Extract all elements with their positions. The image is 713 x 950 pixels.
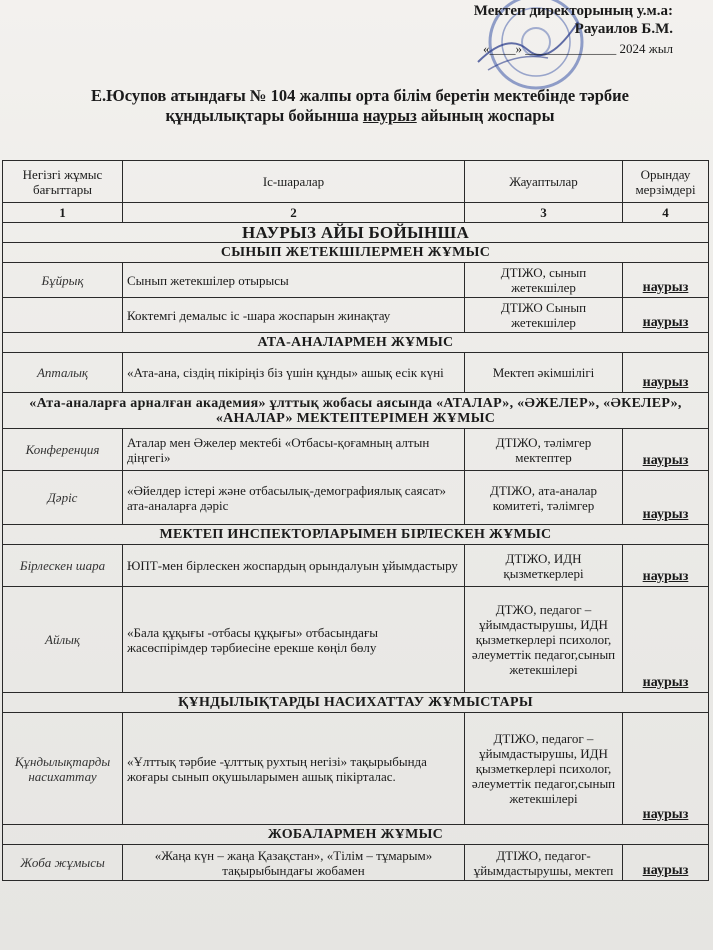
event-cell: «Әйелдер істері және отбасылық-демографиялық саясат» ата-аналарға дәріс (123, 471, 465, 525)
title-line-2-end: айының жоспары (416, 106, 555, 125)
section-heading: СЫНЫП ЖЕТЕКШІЛЕРМЕН ЖҰМЫС (3, 243, 709, 263)
event-cell: «Жаңа күн – жаңа Қазақстан», «Тілім – тұмарым» тақырыбындағы жобамен (123, 845, 465, 881)
section-heading-row (3, 525, 709, 545)
approval-date-line: «____» ______________ 2024 жыл (483, 41, 673, 56)
direction-cell: Құндылықтарды насихаттау (3, 713, 123, 825)
direction-cell: Бұйрық (3, 263, 123, 298)
deadline-cell: наурыз (623, 471, 709, 525)
responsible-cell: ДТІЖО, педагог-ұйымдастырушы, мектеп (465, 845, 623, 881)
responsible-cell: ДТІЖО, ИДН қызметкерлері (465, 545, 623, 587)
section-heading-row (3, 393, 709, 429)
event-cell: «Бала құқығы -отбасы құқығы» отбасындағы жасөспірімдер тәрбиесіне ерекше көңіл бөлу (123, 587, 465, 693)
header-row (3, 161, 709, 203)
header-deadline: Орындау мерзімдері (623, 161, 709, 203)
section-heading: ЖОБАЛАРМЕН ЖҰМЫС (3, 825, 709, 845)
approval-name: Рауаилов Б.М. (574, 21, 673, 37)
deadline-cell: наурыз (623, 587, 709, 693)
table-row (3, 429, 709, 471)
event-cell: «Ұлттық тәрбие -ұлттық рухтың негізі» тақырыбында жоғары сынып оқушыларымен ашық пікірталас. (123, 713, 465, 825)
table-row (3, 353, 709, 393)
table-row (3, 298, 709, 333)
section-heading: «Ата-аналарға арналған академия» ұлттық жобасы аясында «АТАЛАР», «ӘЖЕЛЕР», «ӘКЕЛЕР», «АНАЛАР» МЕКТЕПТЕРІМЕН ЖҰМЫС (3, 393, 709, 429)
column-number: 4 (623, 203, 709, 223)
deadline-cell: наурыз (623, 845, 709, 881)
direction-cell: Конференция (3, 429, 123, 471)
direction-cell: Апталық (3, 353, 123, 393)
event-cell: Сынып жетекшілер отырысы (123, 263, 465, 298)
direction-cell (3, 298, 123, 333)
title-month: наурыз (362, 106, 417, 125)
responsible-cell: Мектеп әкімшілігі (465, 353, 623, 393)
event-cell: Коктемгі демалыс іс -шара жоспарын жинақтау (123, 298, 465, 333)
table-row (3, 263, 709, 298)
approval-position: Мектеп директорының у.м.а: (473, 3, 673, 19)
section-heading-row (3, 825, 709, 845)
deadline-cell: наурыз (623, 713, 709, 825)
section-heading: АТА-АНАЛАРМЕН ЖҰМЫС (3, 333, 709, 353)
direction-cell: Дәріс (3, 471, 123, 525)
event-cell: ЮПТ-мен бірлескен жоспардың орындалуын ұйымдастыру (123, 545, 465, 587)
column-number-row (3, 203, 709, 223)
direction-cell: Айлық (3, 587, 123, 693)
deadline-cell: наурыз (623, 429, 709, 471)
table-row (3, 545, 709, 587)
title-line-1: Е.Юсупов атындағы № 104 жалпы орта білім беретін мектебінде тәрбие (91, 86, 629, 105)
header-responsible: Жауаптылар (465, 161, 623, 203)
section-heading: ҚҰНДЫЛЫҚТАРДЫ НАСИХАТТАУ ЖҰМЫСТАРЫ (3, 693, 709, 713)
deadline-cell: наурыз (623, 298, 709, 333)
deadline-cell: наурыз (623, 263, 709, 298)
document-title (40, 86, 680, 126)
section-heading-row (3, 693, 709, 713)
table-row (3, 587, 709, 693)
direction-cell: Жоба жұмысы (3, 845, 123, 881)
event-cell: Аталар мен Әжелер мектебі «Отбасы-қоғамның алтын діңгегі» (123, 429, 465, 471)
plan-table (2, 160, 709, 881)
month-heading: НАУРЫЗ АЙЫ БОЙЫНША (3, 223, 709, 243)
table-row (3, 471, 709, 525)
column-number: 3 (465, 203, 623, 223)
approval-block (373, 2, 673, 58)
column-number: 2 (123, 203, 465, 223)
responsible-cell: ДТІЖО, ата-аналар комитеті, тәлімгер (465, 471, 623, 525)
column-number: 1 (3, 203, 123, 223)
header-events: Іс-шаралар (123, 161, 465, 203)
responsible-cell: ДТІЖО, сынып жетекшілер (465, 263, 623, 298)
table-row (3, 845, 709, 881)
event-cell: «Ата-ана, сіздің пікіріңіз біз үшін құнды» ашық есік күні (123, 353, 465, 393)
table-row (3, 713, 709, 825)
deadline-cell: наурыз (623, 353, 709, 393)
section-heading-row (3, 333, 709, 353)
responsible-cell: ДТІЖО, тәлімгер мектептер (465, 429, 623, 471)
month-heading-row (3, 223, 709, 243)
section-heading: МЕКТЕП ИНСПЕКТОРЛАРЫМЕН БІРЛЕСКЕН ЖҰМЫС (3, 525, 709, 545)
title-line-2-start: құндылықтары бойынша (165, 106, 363, 125)
responsible-cell: ДТІЖО Сынып жетекшілер (465, 298, 623, 333)
responsible-cell: ДТЖО, педагог – ұйымдастырушы, ИДН қызметкерлері психолог, әлеуметтік педагог,сынып жетекшілері (465, 587, 623, 693)
section-heading-row (3, 243, 709, 263)
header-directions: Негізгі жұмыс бағыттары (3, 161, 123, 203)
direction-cell: Бірлескен шара (3, 545, 123, 587)
deadline-cell: наурыз (623, 545, 709, 587)
responsible-cell: ДТІЖО, педагог – ұйымдастырушы, ИДН қызметкерлері психолог, әлеуметтік педагог,сынып жетекшілері (465, 713, 623, 825)
